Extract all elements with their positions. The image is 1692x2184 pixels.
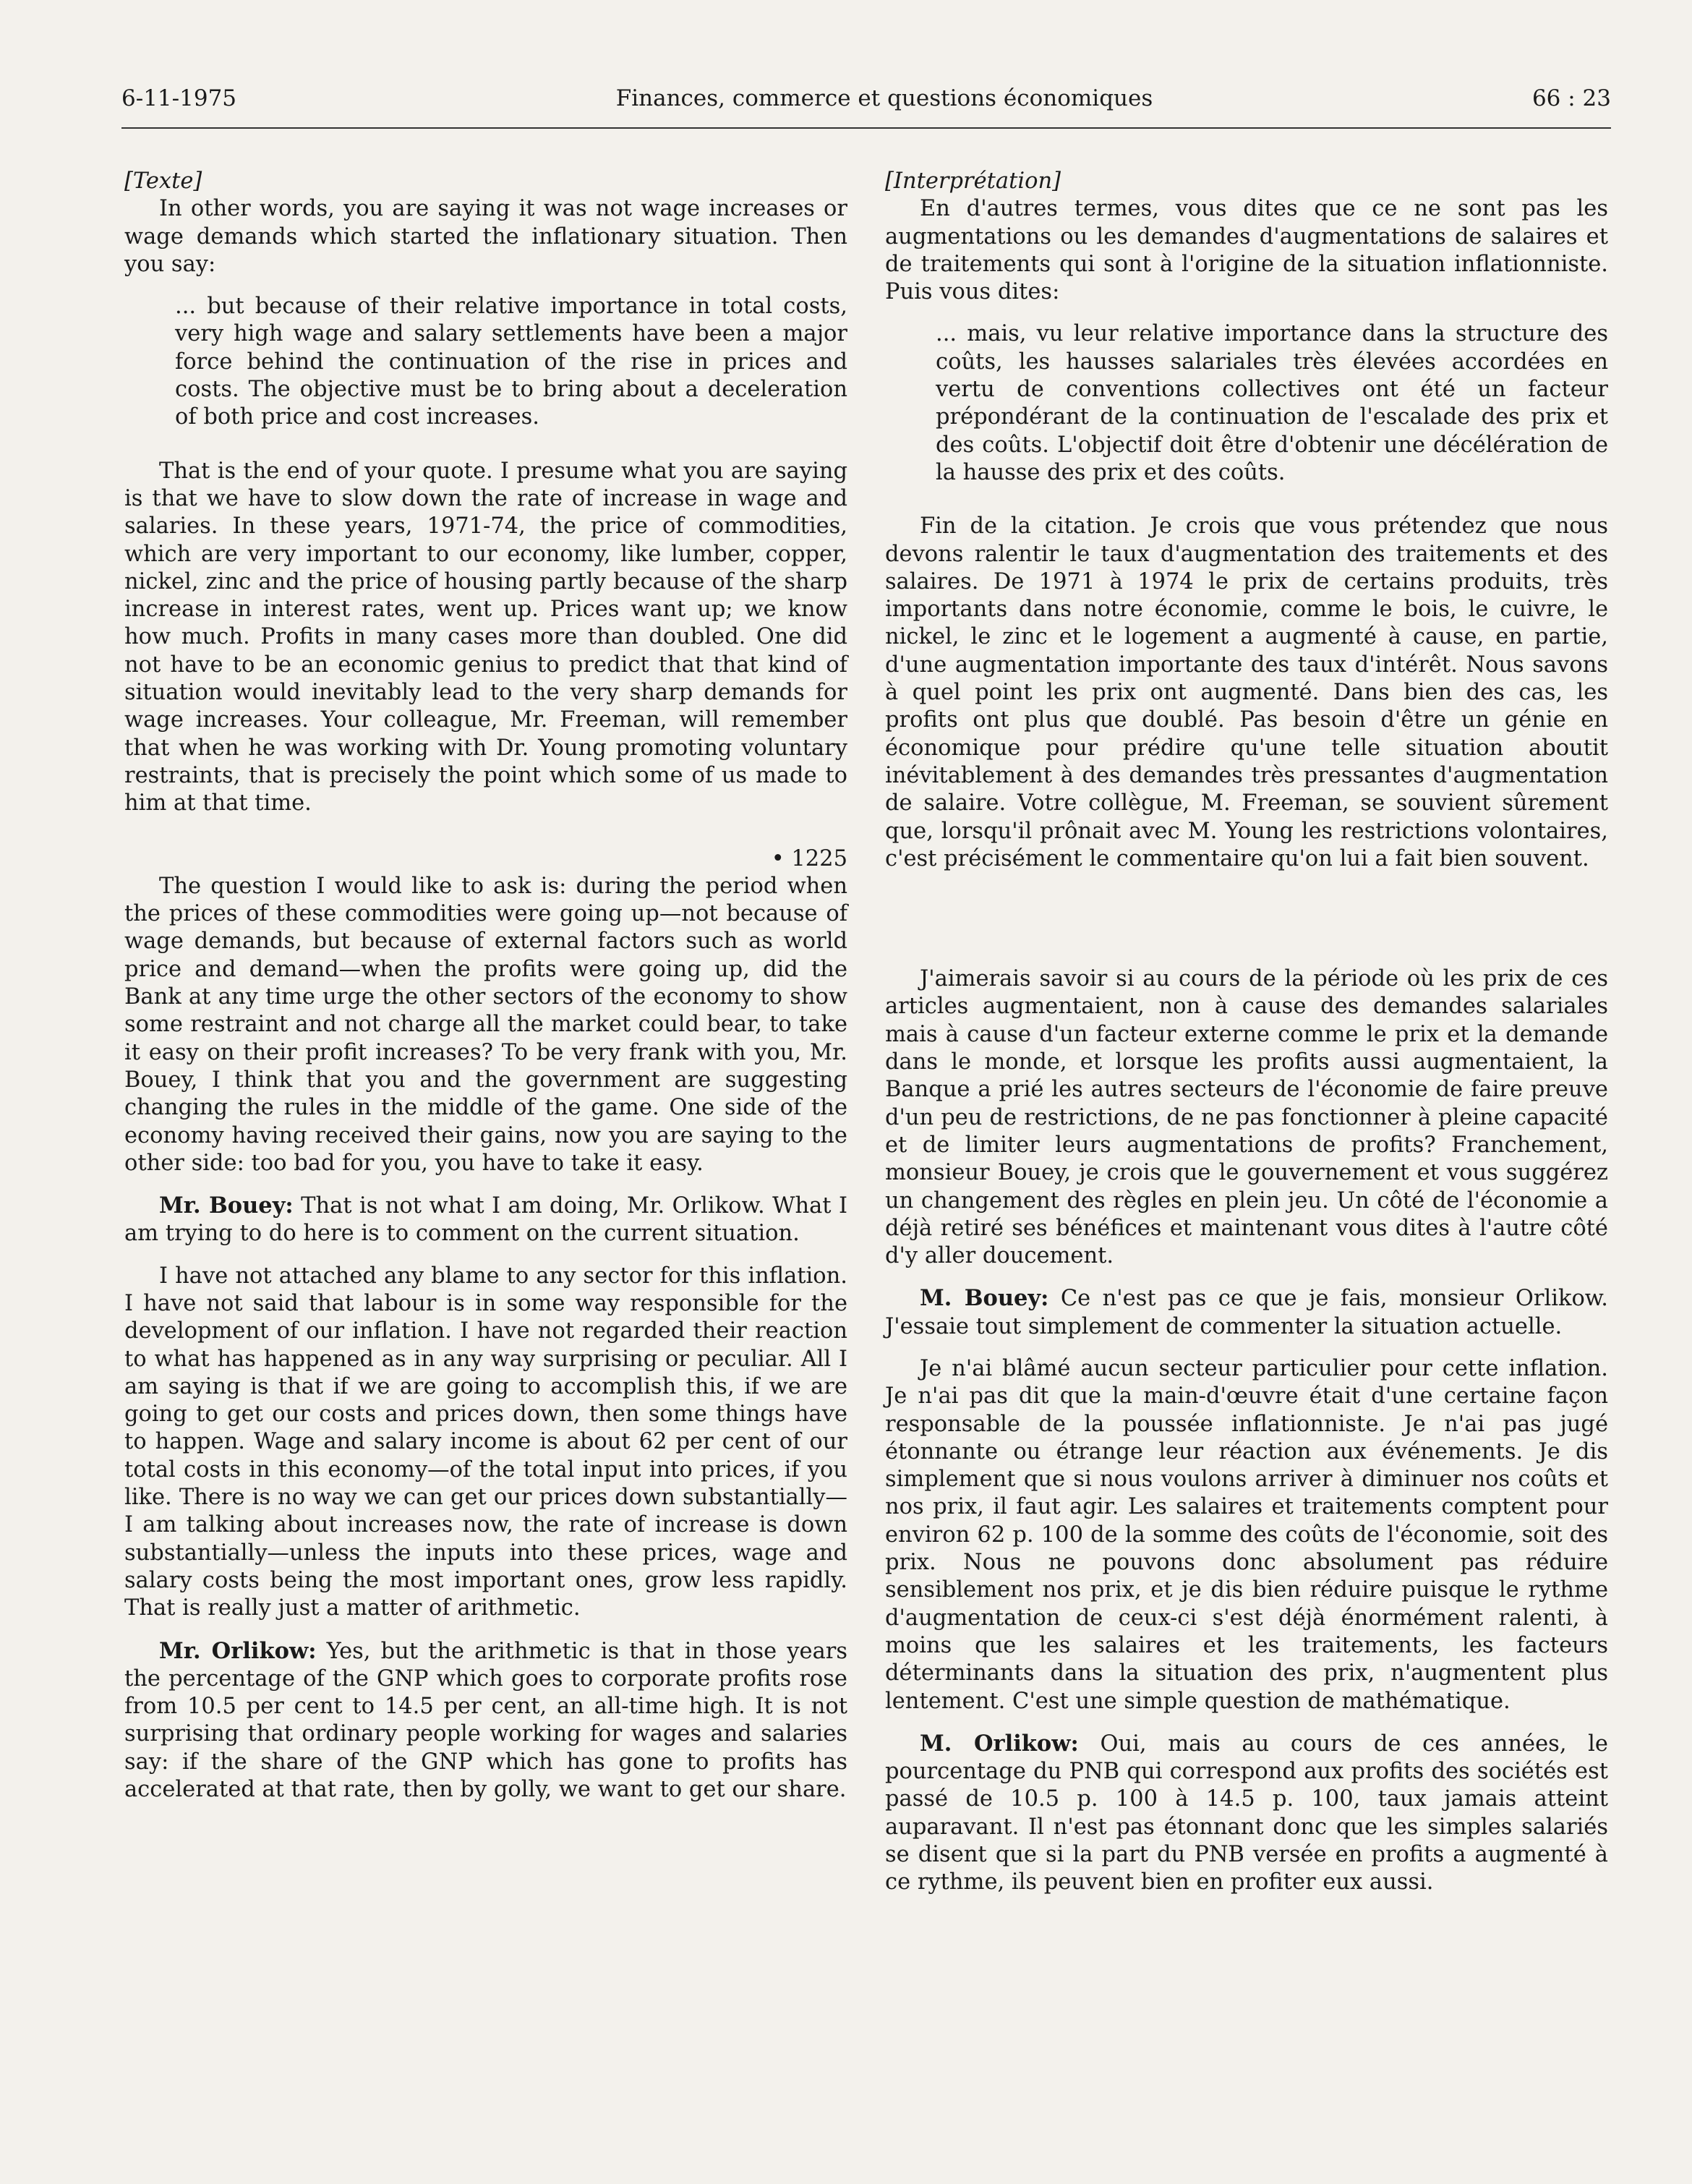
header-title: Finances, commerce et questions économiques	[615, 85, 1153, 111]
header-date: 6-11-1975	[121, 85, 237, 111]
french-speech	[885, 1730, 1608, 1897]
speech-text: Yes, but the arithmetic is that in those years the percentage of the GNP which goes to corporate profits rose from 10.5 per cent to 14.5 per cent, an all-time high. It is not surprising that ordinary people working for wages and salaries say: if the share of the GNP which has gone to profits has accelerated at that rate, then by golly, we want to get our share.	[124, 1638, 847, 1803]
french-paragraph: Je n'ai blâmé aucun secteur particulier pour cette inflation. Je n'ai pas dit que la main-d'œuvre était d'une certaine façon responsable de la poussée inflationniste. Je n'ai pas jugé étonnante ou étrange leur réaction aux événements. Je dis simplement que si nous voulons arriver à diminuer nos coûts et nos prix, il faut agir. Les salaires et traitements comptent pour environ 62 p. 100 de la somme des coûts de l'économie, soit des prix. Nous ne pouvons donc absolument pas réduire sensiblement nos prix, et je dis bien réduire puisque le rythme d'augmentation de ceux-ci s'est déjà énormément ralenti, à moins que les salaires et les traitements, les facteurs déterminants dans la situation des prix, n'augmentent plus lentement. C'est une simple question de mathématique.	[885, 1355, 1608, 1714]
english-label: [Texte]	[124, 169, 202, 194]
speaker-name: Mr. Orlikow:	[159, 1637, 317, 1664]
french-paragraph: En d'autres termes, vous dites que ce ne sont pas les augmentations ou les demandes d'augmentations de salaires et de traitements qui sont à l'origine de la situation inflationniste. Puis vous dites:	[885, 196, 1608, 305]
english-paragraph: I have not attached any blame to any sector for this inflation. I have not said that labour is in some way responsible for the development of our inflation. I have not regarded their reaction to what has happened as in any way surprising or peculiar. All I am saying is that if we are going to accomplish this, if we are going to get our costs and prices down, then some things have to happen. Wage and salary income is about 62 per cent of our total costs in this economy—of the total input into prices, if you like. There is no way we can get our prices down substantially—I am talking about increases now, the rate of increase is down substantially—unless the inputs into these prices, wage and salary costs being the most important ones, grow less rapidly. That is really just a matter of arithmetic.	[124, 1263, 847, 1621]
french-label: [Interprétation]	[885, 169, 1061, 194]
english-quotation: ... but because of their relative importance in total costs, very high wage and salary settlements have been a major force behind the continuation of the rise in prices and costs. The objective must be to bring about a deceleration of both price and cost increases.	[175, 294, 847, 430]
speaker-name: M. Bouey:	[920, 1285, 1049, 1312]
speaker-name: Mr. Bouey:	[159, 1193, 294, 1219]
english-paragraph: The question I would like to ask is: during the period when the prices of these commodities were going up—not because of wage demands, but because of external factors such as world price and demand—when the profits were going up, did the Bank at any time urge the other sectors of the economy to show some restraint and not charge all the market could bear, to take it easy on their profit increases? To be very frank with you, Mr. Bouey, I think that you and the government are suggesting changing the rules in the middle of the game. One side of the economy having received their gains, now you are saying to the other side: too bad for you, you have to take it easy.	[124, 873, 847, 1176]
english-paragraph: That is the end of your quote. I presume what you are saying is that we have to slow down the rate of increase in wage and salaries. In these years, 1971-74, the price of commodities, which are very important to our economy, like lumber, copper, nickel, zinc and the price of housing partly because of the sharp increase in interest rates, went up. Prices want up; we know how much. Profits in many cases more than doubled. One did not have to be an economic genius to predict that that kind of situation would inevitably lead to the very sharp demands for wage increases. Your colleague, Mr. Freeman, will remember that when he was working with Dr. Young promoting voluntary restraints, that is precisely the point which some of us made to him at that time.	[124, 458, 847, 816]
french-column	[885, 168, 1608, 1911]
column-spacer	[885, 887, 1608, 965]
speech-text: Oui, mais au cours de ces années, le pourcentage du PNB qui correspond aux profits des sociétés est passé de 10.5 p. 100 à 14.5 p. 100, taux jamais atteint auparavant. Il n'est pas étonnant donc que les simples salariés se disent que si la part du PNB versée en profits a augmenté à ce rythme, ils peuvent bien en profiter eux aussi.	[885, 1731, 1608, 1895]
running-header	[121, 85, 1611, 129]
speech-text: Ce n'est pas ce que je fais, monsieur Orlikow. J'essaie tout simplement de commenter la situation actuelle.	[885, 1286, 1608, 1339]
english-column	[124, 168, 847, 1818]
french-paragraph: Fin de la citation. Je crois que vous prétendez que nous devons ralentir le taux d'augmentation des traitements et des salaires. De 1971 à 1974 le prix de certains produits, très importants dans notre économie, comme le bois, le cuivre, le nickel, le zinc et le logement a augmenté à cause, en partie, d'une augmentation importante des taux d'intérêt. Nous savons à quel point les prix ont augmenté. Dans bien des cas, les profits ont plus que doublé. Pas besoin d'être un génie en économique pour prédire qu'une telle situation aboutit inévitablement à des demandes très pressantes d'augmentation de salaire. Votre collègue, M. Freeman, se souvient sûrement que, lorsqu'il prônait avec M. Young les restrictions volontaires, c'est précisément le commentaire qu'on lui a fait bien souvent.	[885, 513, 1608, 871]
english-speech	[124, 1192, 847, 1248]
speaker-name: M. Orlikow:	[920, 1730, 1079, 1757]
french-speech	[885, 1284, 1608, 1341]
french-quotation: ... mais, vu leur relative importance dans la structure des coûts, les hausses salariales très élevées accordées en vertu de conventions collectives ont été un facteur prépondérant de la continuation de l'escalade des prix et des coûts. L'objectif doit être d'obtenir une décélération de la hausse des prix et des coûts.	[936, 321, 1608, 485]
english-paragraph: In other words, you are saying it was not wage increases or wage demands which started the inflationary situation. Then you say:	[124, 196, 847, 277]
french-paragraph: J'aimerais savoir si au cours de la période où les prix de ces articles augmentaient, non à cause des demandes salariales mais à cause d'un facteur externe comme le prix et la demande dans le monde, et lorsque les profits aussi augmentaient, la Banque a prié les autres secteurs de l'économie de faire preuve d'un peu de restrictions, de ne pas fonctionner à pleine capacité et de limiter leurs augmentations de profits? Franchement, monsieur Bouey, je crois que le gouvernement et vous suggérez un changement des règles en plein jeu. Un côté de l'économie a déjà retiré ses bénéfices et maintenant vous dites à l'autre côté d'y aller doucement.	[885, 966, 1608, 1269]
speech-text: That is not what I am doing, Mr. Orlikow. What I am trying to do here is to comment on the current situation.	[124, 1193, 847, 1247]
header-page-number: 66 : 23	[1531, 85, 1611, 111]
english-speech	[124, 1637, 847, 1804]
time-marker: • 1225	[771, 845, 847, 871]
